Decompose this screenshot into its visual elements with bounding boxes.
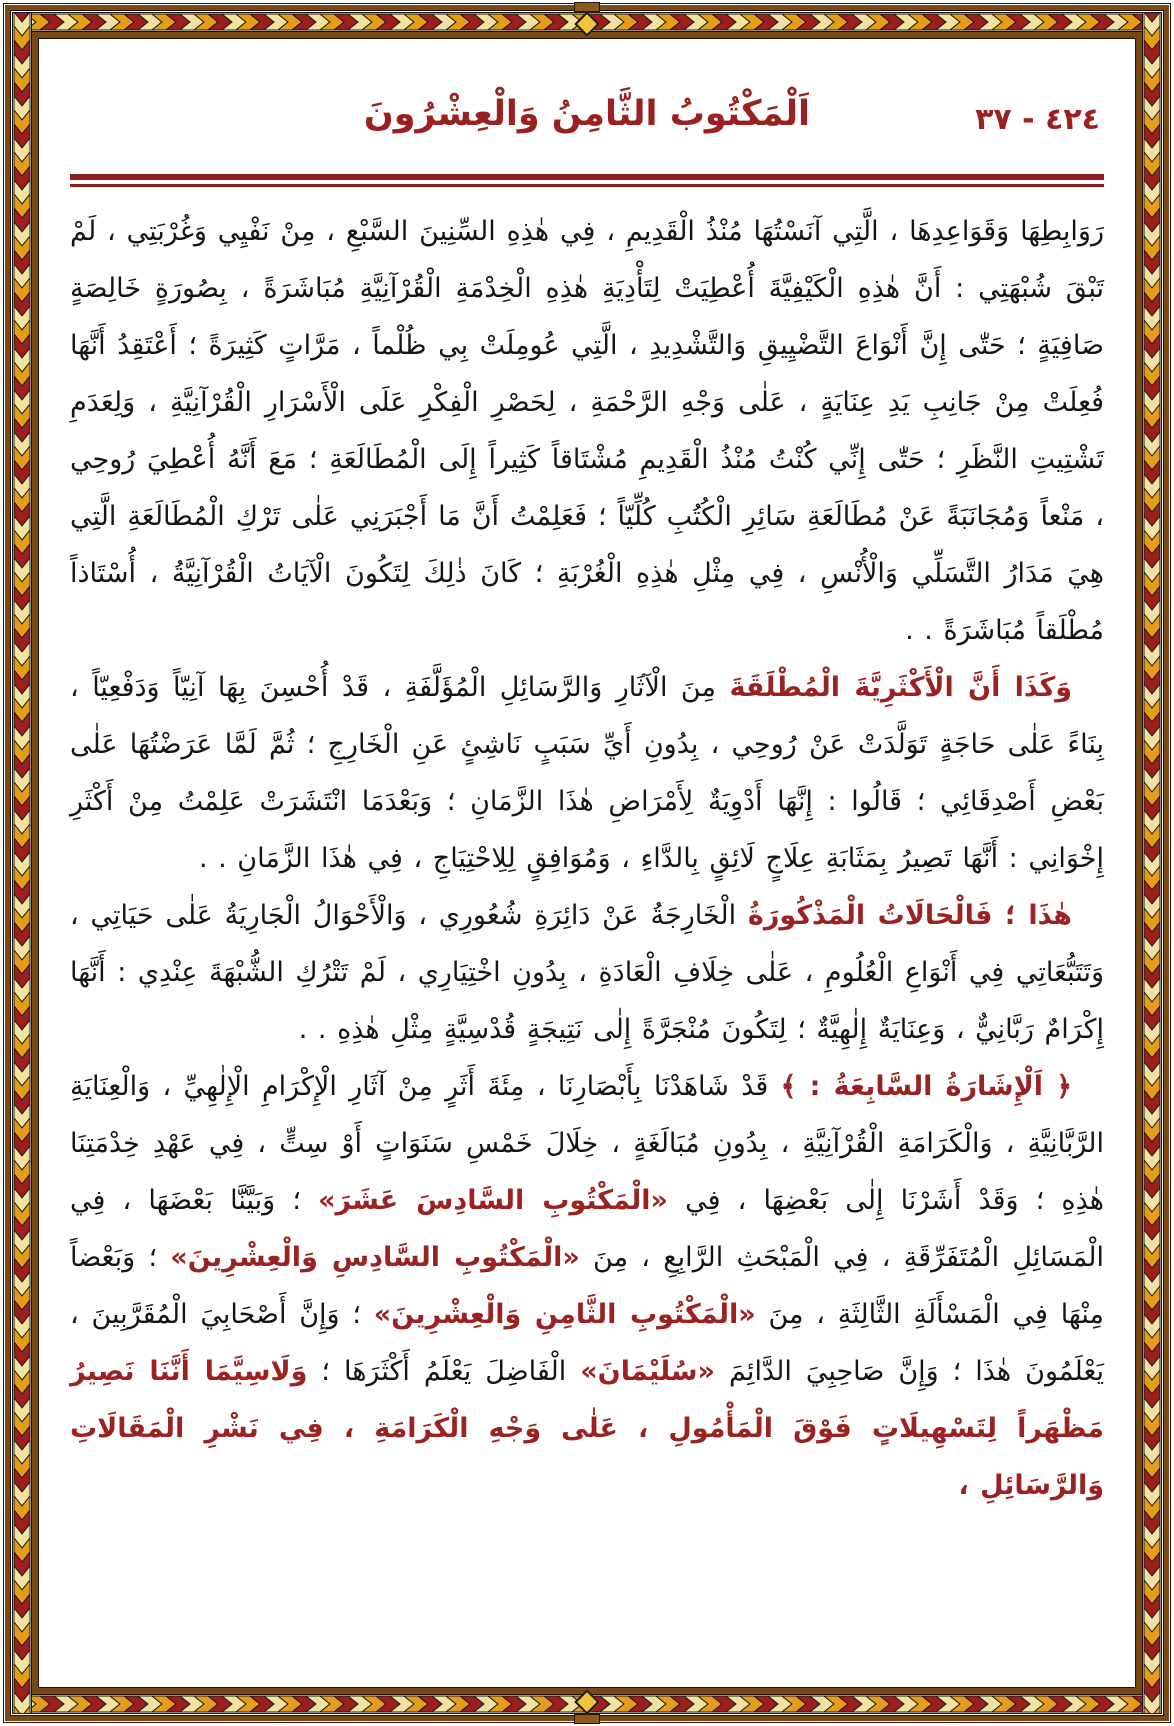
paragraph — [70, 659, 1104, 887]
text-segment: «سُلَيْمَانَ» — [580, 1356, 715, 1387]
text-segment: ﴿ اَلْإِشَارَةُ السَّابِعَةُ : ﴾ — [780, 1071, 1073, 1102]
text-segment: «الْمَكْتُوبِ السَّادِسَ عَشَرَ» — [318, 1185, 668, 1216]
frame-chain-border-right — [1142, 12, 1162, 1714]
page-title: اَلْمَكْتُوبُ الثَّامِنُ وَالْعِشْرُونَ — [363, 94, 811, 134]
text-segment: الْفَاضِلَ يَعْلَمُ أَكْثَرَهَا ؛ — [307, 1356, 581, 1387]
paragraph — [70, 1058, 1104, 1514]
text-segment: مِنَ الْآثَارِ وَالرَّسَائِلِ الْمُؤَلَّفَةِ ، قَدْ أُحْسِنَ بِهَا آنِيّاً وَدَفْعِيّاً ، بِنَاءً عَلٰى حَاجَةٍ تَوَلَّدَتْ عَنْ رُوحِي ، بِدُونِ أَيِّ سَبَبٍ نَاشِئٍ عَنِ الْخَارِجِ ؛ ثُمَّ لَمَّا عَرَضْتُهَا عَلٰى بَعْضِ أَصْدِقَائِي ؛ قَالُوا : إِنَّهَا أَدْوِيَةٌ لِأَمْرَاضِ هٰذَا الزَّمَانِ ؛ وَبَعْدَمَا انْتَشَرَتْ عَلِمْتُ مِنْ أَكْثَرِ إِخْوَانِي : أَنَّهَا تَصِيرُ بِمَثَابَةِ عِلَاجٍ لَائِقٍ بِالدَّاءِ ، وَمُوَافِقٍ لِلِاحْتِيَاجِ ، فِي هٰذَا الزَّمَانِ . . — [70, 672, 1104, 874]
frame-center-diamond-top — [574, 11, 599, 36]
text-segment: ؛ وَبَيَّنَّا بَعْضَهَا ، فِي الْمَسَائِلِ الْمُتَفَرِّقَةِ ، فِي الْمَبْحَثِ الرَّابِعِ ، مِنَ — [70, 1185, 1105, 1273]
frame-chain-border-left — [12, 12, 32, 1714]
text-segment: «الْمَكْتُوبِ الثَّامِنِ وَالْعِشْرِينَ» — [373, 1299, 756, 1330]
text-segment: ؛ وَإِنَّ أَصْحَابِيَ الْمُقَرَّبِينَ ، يَعْلَمُونَ هٰذَا ؛ وَإِنَّ صَاحِبِيَ الدَّائِمَ — [70, 1299, 1104, 1387]
page-header — [70, 68, 1104, 164]
paragraph — [70, 887, 1104, 1058]
frame-center-diamond-bottom — [574, 1689, 599, 1714]
frame-center-tab-bottom — [574, 1714, 600, 1724]
text-segment: «الْمَكْتُوبِ السَّادِسِ وَالْعِشْرِينَ» — [170, 1242, 580, 1273]
text-segment: رَوَابِطِهَا وَقَوَاعِدِهَا ، الَّتِي آنَسْتُهَا مُنْذُ الْقَدِيمِ ، فِي هٰذِهِ السِّنِينَ السَّبْعِ ، مِنْ نَفْيِي وَغُرْبَتِي ، لَمْ تَبْقَ شُبْهَتِي : أَنَّ هٰذِهِ الْكَيْفِيَّةَ أُعْطِيَتْ لِتَأْدِيَةِ هٰذِهِ الْخِدْمَةِ الْقُرْآنِيَّةِ مُبَاشَرَةً ، بِصُورَةٍ خَالِصَةٍ صَافِيَةٍ ؛ حَتّٰى إِنَّ أَنْوَاعَ التَّضْيِيقِ وَالتَّشْدِيدِ ، الَّتِي عُومِلَتْ بِي ظُلْماً ، مَرَّاتٍ كَثِيرَةً ؛ أَعْتَقِدُ أَنَّهَا فُعِلَتْ مِنْ جَانِبِ يَدِ عِنَايَةٍ ، عَلٰى وَجْهِ الرَّحْمَةِ ، لِحَصْرِ الْفِكْرِ عَلَى الْأَسْرَارِ الْقُرْآنِيَّةِ ، وَلِعَدَمِ تَشْتِيتِ النَّظَرِ ؛ حَتّٰى إِنِّي كُنْتُ مُنْذُ الْقَدِيمِ مُشْتَاقاً كَثِيراً إِلَى الْمُطَالَعَةِ ؛ مَعَ أَنَّهُ أُعْطِيَ رُوحِي ، مَنْعاً وَمُجَانَبَةً عَنْ مُطَالَعَةِ سَائِرِ الْكُتُبِ كُلِّيّاً ؛ فَعَلِمْتُ أَنَّ مَا أَجْبَرَنِي عَلٰى تَرْكِ الْمُطَالَعَةِ الَّتِي هِيَ مَدَارُ التَّسَلِّي وَالْأُنْسِ ، فِي مِثْلِ هٰذِهِ الْغُرْبَةِ ؛ كَانَ ذٰلِكَ لِتَكُونَ الْآيَاتُ الْقُرْآنِيَّةُ ، أُسْتَاذاً مُطْلَقاً مُبَاشَرَةً . . — [70, 216, 1104, 646]
text-segment: الْخَارِجَةُ عَنْ دَائِرَةِ شُعُورِي ، وَالْأَحْوَالُ الْجَارِيَةُ عَلٰى حَيَاتِي ، وَتَتَبُّعَاتِي فِي أَنْوَاعِ الْعُلُومِ ، عَلٰى خِلَافِ الْعَادَةِ ، بِدُونِ اخْتِيَارِي ، لَمْ تَتْرُكِ الشُّبْهَةَ عِنْدِي : أَنَّهَا إِكْرَامٌ رَبَّانِيٌّ ، وَعِنَايَةٌ إِلٰهِيَّةٌ ؛ لِتَكُونَ مُنْجَرَّةً إِلٰى نَتِيجَةٍ قُدْسِيَّةٍ مِثْلِ هٰذِهِ . . — [70, 900, 1104, 1045]
text-segment: قَدْ شَاهَدْنَا بِأَبْصَارِنَا ، مِئَةَ أَثَرٍ مِنْ آثَارِ الْإِكْرَامِ الْإِلٰهِيِّ ، وَالْعِنَايَةِ الرَّبَّانِيَّةِ ، وَالْكَرَامَةِ الْقُرْآنِيَّةِ ، بِدُونِ مُبَالَغَةٍ ، خِلَالَ خَمْسِ سَنَوَاتٍ أَوْ سِتٍّ ، فِي عَهْدِ خِدْمَتِنَا هٰذِهِ ؛ وَقَدْ أَشَرْنَا إِلٰى بَعْضِهَا ، فِي — [70, 1071, 1104, 1216]
text-segment: هٰذَا ؛ فَالْحَالَاتُ الْمَذْكُورَةُ — [747, 900, 1073, 931]
page-number: ٤٢٤ - ٣٧ — [975, 102, 1100, 137]
page-content — [40, 40, 1134, 1686]
body-text — [70, 203, 1104, 1514]
text-segment: وَلَاسِيَّمَا أَنَّنَا نَصِيرُ مَظْهَراً لِتَسْهِيلَاتٍ فَوْقَ الْمَأْمُولِ ، عَلٰى وَجْهِ الْكَرَامَةِ ، فِي نَشْرِ الْمَقَالَاتِ وَالرَّسَائِلِ ، — [70, 1356, 1104, 1501]
paragraph — [70, 203, 1104, 659]
text-segment: ؛ وَبَعْضاً مِنْهَا فِي الْمَسْأَلَةِ الثَّالِثَةِ ، مِنَ — [70, 1242, 1104, 1330]
header-double-rule — [70, 174, 1104, 187]
text-segment: وَكَذَا أَنَّ الْأَكْثَرِيَّةَ الْمُطْلَقَةَ — [729, 672, 1072, 703]
